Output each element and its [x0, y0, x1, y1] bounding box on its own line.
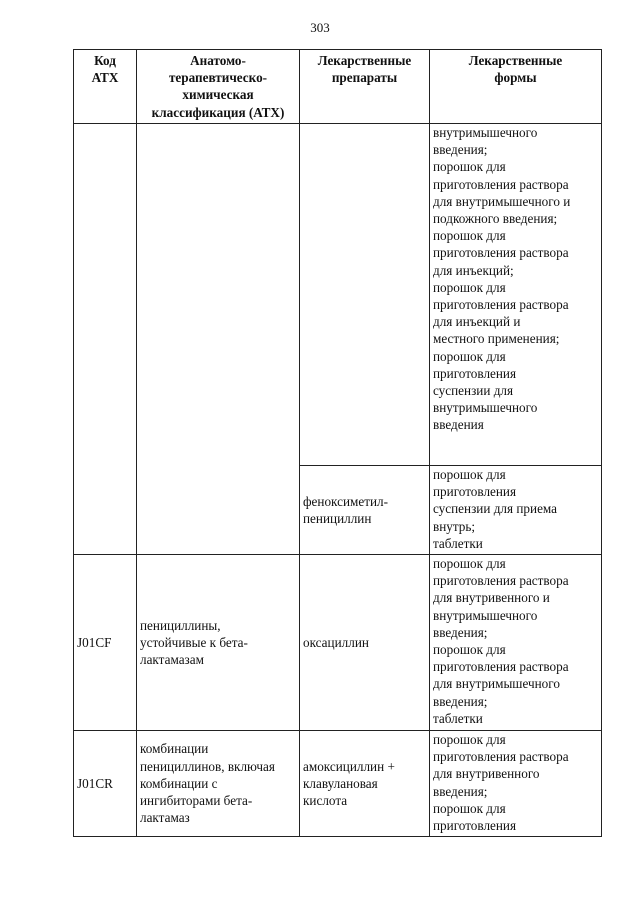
- cell-classification: [137, 124, 300, 555]
- cell-code: J01CF: [74, 555, 137, 731]
- cell-forms: порошок для приготовления раствора для внутривенного введения; порошок для приготовления: [430, 731, 602, 837]
- page-number: 303: [310, 20, 330, 35]
- header-code: Код АТХ: [74, 50, 137, 124]
- cell-code: [74, 124, 137, 555]
- cell-forms: внутримышечного введения; порошок для приготовления раствора для внутримышечного и подкожного введения; порошок для приготовления раствора для инъекций; порошок для приготовления раствора для инъекций и местного применения; порошок для приготовления суспензии для внутримышечного введения: [430, 124, 602, 466]
- cell-classification: комбинации пенициллинов, включая комбинации с ингибиторами бета- лактамаз: [137, 731, 300, 837]
- cell-drug: оксациллин: [300, 555, 430, 731]
- header-classification: Анатомо- терапевтическо- химическая классификация (АТХ): [137, 50, 300, 124]
- cell-classification: пенициллины, устойчивые к бета- лактамазам: [137, 555, 300, 731]
- cell-forms: порошок для приготовления раствора для внутривенного и внутримышечного введения; порошок для приготовления раствора для внутримышечного введения; таблетки: [430, 555, 602, 731]
- cell-code: J01CR: [74, 731, 137, 837]
- cell-forms: порошок для приготовления суспензии для приема внутрь; таблетки: [430, 466, 602, 555]
- table-row: [74, 124, 602, 466]
- header-forms: Лекарственные формы: [430, 50, 602, 124]
- cell-drug: [300, 124, 430, 466]
- header-drugs: Лекарственные препараты: [300, 50, 430, 124]
- cell-drug: феноксиметил- пенициллин: [300, 466, 430, 555]
- table-header-row: [74, 50, 602, 124]
- table-row: [74, 555, 602, 731]
- atx-drug-table: [73, 49, 602, 837]
- table-row: [74, 731, 602, 837]
- cell-drug: амоксициллин + клавулановая кислота: [300, 731, 430, 837]
